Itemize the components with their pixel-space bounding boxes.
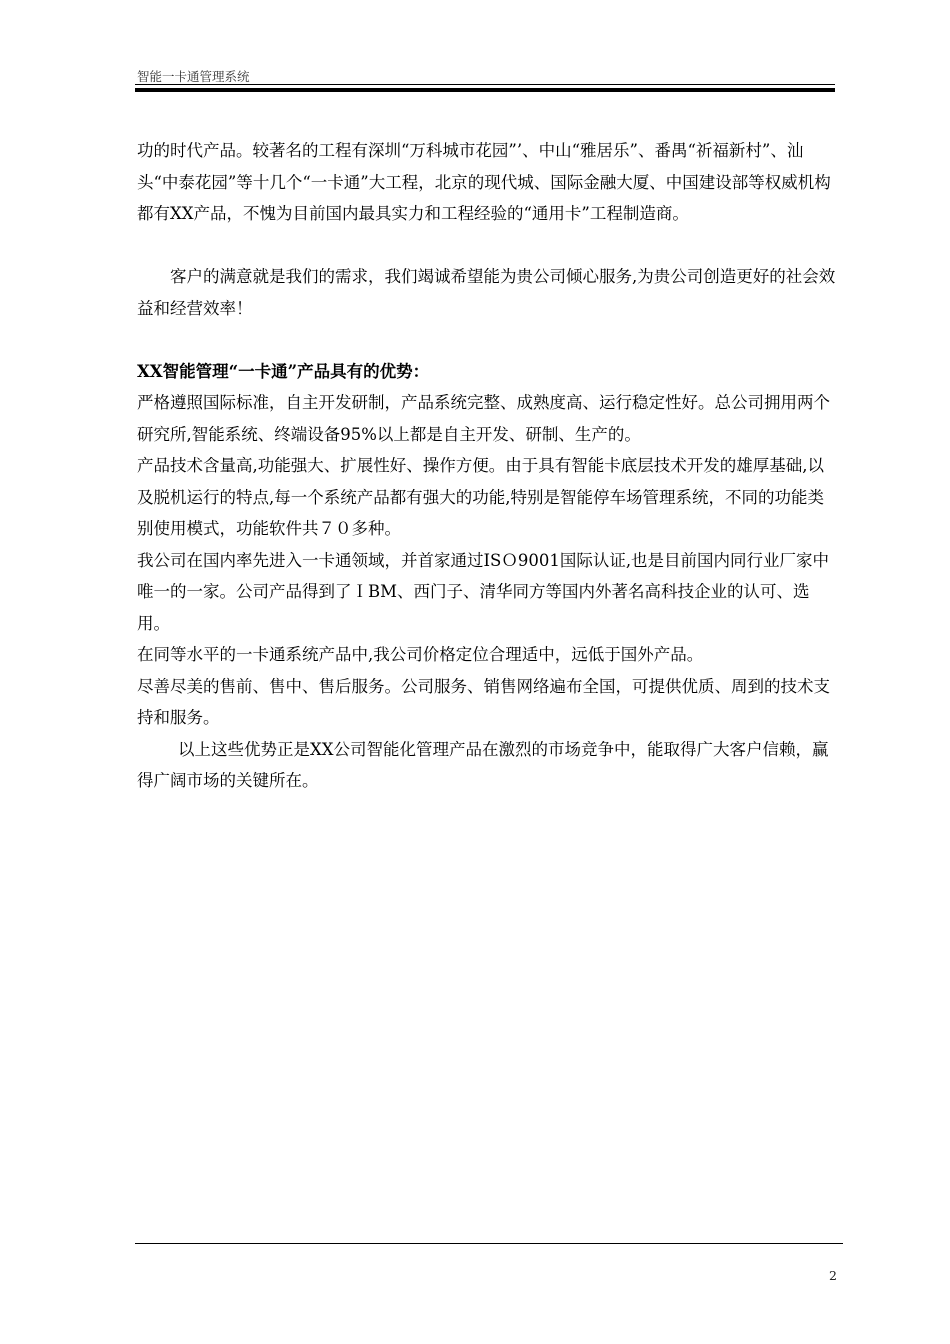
advantage-item: 严格遵照国际标准，自主开发研制，产品系统完整、成熟度高、运行稳定性好。总公司拥用两个研究所,智能系统、终端设备95%以上都是自主开发、研制、生产的。: [137, 393, 830, 444]
advantage-item: 产品技术含量高,功能强大、扩展性好、操作方便。由于具有智能卡底层技术开发的雄厚基础,以及脱机运行的特点,每一个系统产品都有强大的功能,特别是智能停车场管理系统，不同的功能类别使用模式，功能软件共７０多种。: [137, 456, 824, 538]
running-header-title: 智能一卡通管理系统: [137, 69, 250, 84]
document-body: [137, 135, 837, 797]
advantage-item: 尽善尽美的售前、售中、售后服务。公司服务、销售网络遍布全国，可提供优质、周到的技术支持和服务。: [137, 676, 830, 727]
advantages-heading: XX智能管理“一卡通”产品具有的优势：: [137, 361, 430, 381]
advantage-item: 我公司在国内率先进入一卡通领域，并首家通过ISＯ9001国际认证,也是目前国内同行业厂家中唯一的一家。公司产品得到了ＩBM、西门子、清华同方等国内外著名高科技企业的认可、选用。: [137, 550, 830, 633]
page-number: 2: [829, 1268, 837, 1283]
advantage-item: 在同等水平的一卡通系统产品中,我公司价格定位合理适中，远低于国外产品。: [137, 645, 704, 664]
paragraph-customer-satisfaction: 客户的满意就是我们的需求，我们竭诚希望能为贵公司倾心服务,为贵公司创造更好的社会效益和经营效率！: [137, 267, 836, 318]
footer-rule: [135, 1243, 843, 1244]
paragraph-project-list: 功的时代产品。较著名的工程有深圳“万科城市花园”’、中山“雅居乐”、番禺“祈福新村”、汕头“中泰花园”等十几个“一卡通”大工程，北京的现代城、国际金融大厦、中国建设部等权威机构都有XX产品，不愧为目前国内最具实力和工程经验的“通用卡”工程制造商。: [137, 141, 831, 223]
header-rule-thin: [135, 84, 835, 85]
paragraph-spacer: [137, 230, 837, 262]
header-rule-thick: [135, 88, 835, 92]
paragraph-spacer: [137, 324, 837, 356]
conclusion-paragraph: 以上这些优势正是XX公司智能化管理产品在激烈的市场竞争中，能取得广大客户信赖，赢得广阔市场的关键所在。: [137, 739, 829, 790]
